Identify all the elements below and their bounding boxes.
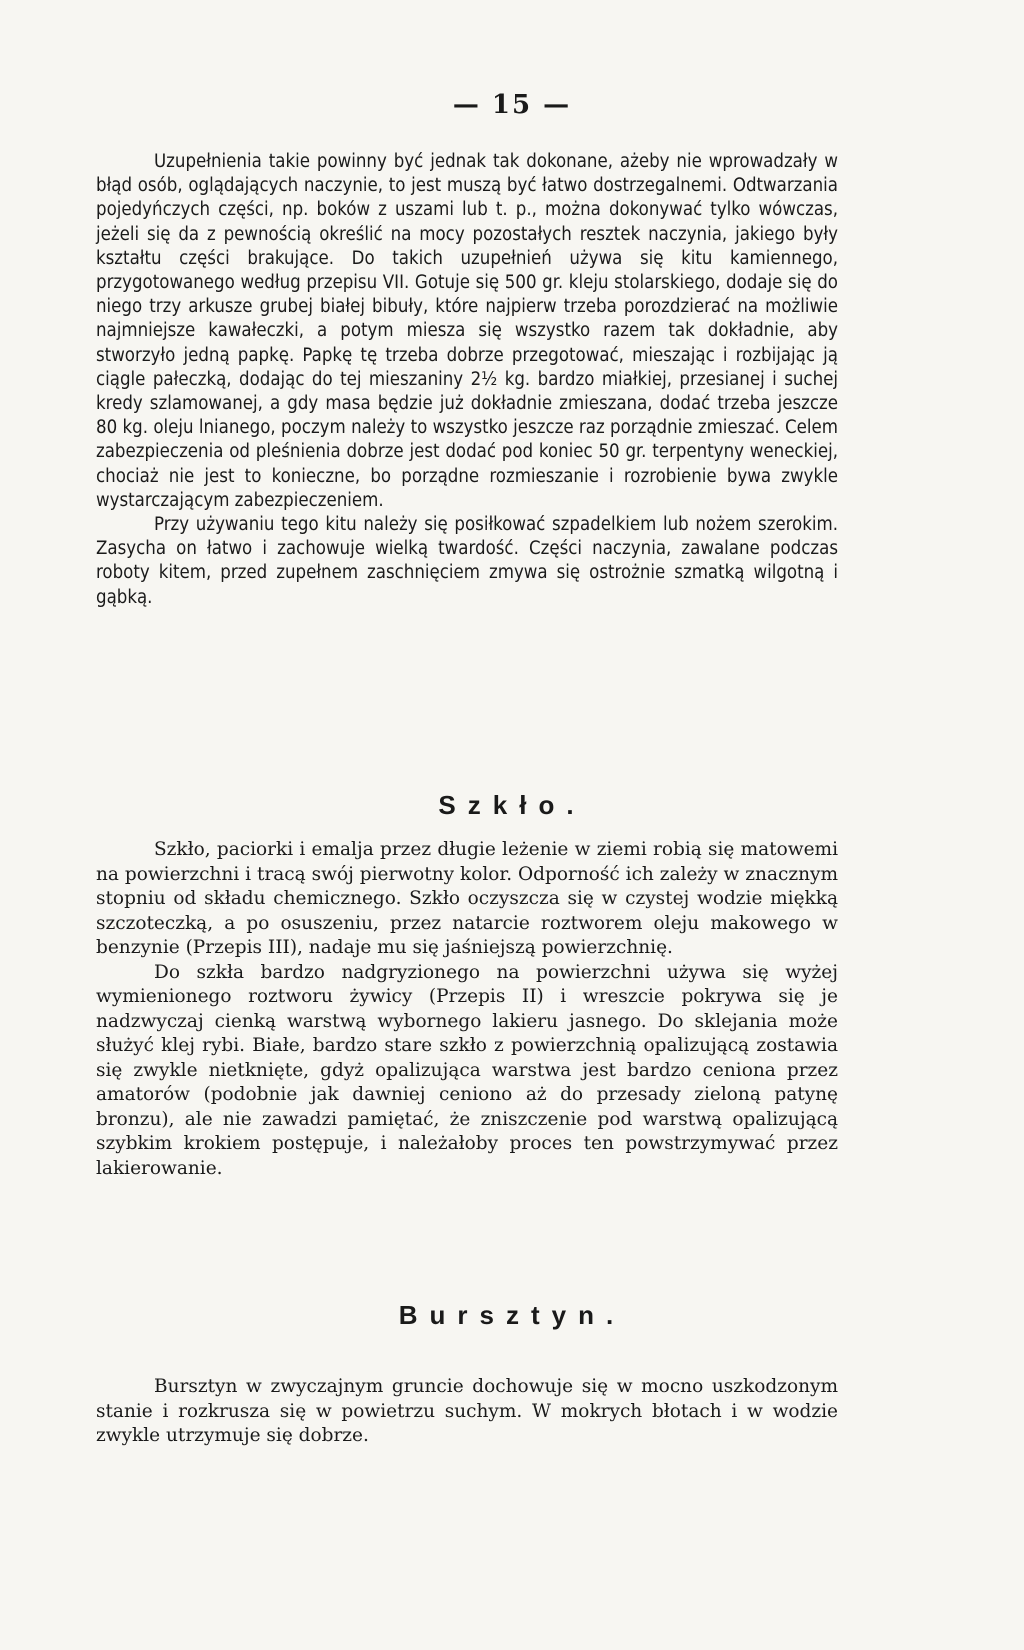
section-intro	[96, 150, 838, 610]
section-szklo	[96, 838, 838, 1181]
section-bursztyn	[96, 1375, 838, 1449]
section-heading-szklo: Szkło.	[438, 790, 586, 820]
page-number: — 15 —	[452, 90, 572, 120]
paragraph: Przy używaniu tego kitu należy się posiłkować szpadelkiem lub nożem szerokim. Zasycha on łatwo i zachowuje wielką twardość. Części naczynia, zawalane podczas roboty kitem, przed zupełnem zaschnięciem zmywa się ostrożnie szmatką wilgotną i gąbką.	[96, 514, 838, 608]
paragraph: Uzupełnienia takie powinny być jednak tak dokonane, ażeby nie wprowadzały w błąd osób, oglądających naczynie, to jest muszą być łatwo dostrzegalnemi. Odtwarzania pojedyńczych części, np. boków z uszami lub t. p., można dokonywać tylko wówczas, jeżeli się da z pewnością określić na mocy pozostałych resztek naczynia, jakiego były kształtu części brakujące. Do takich uzupełnień używa się kitu kamiennego, przygotowanego według przepisu VII. Gotuje się 500 gr. kleju stolarskiego, dodaje się do niego trzy arkusze grubej białej bibuły, które najpierw trzeba porozdzierać na możliwie najmniejsze kawałeczki, a potym miesza się wszystko razem tak dokładnie, aby stworzyło jedną papkę. Papkę tę trzeba dobrze przegotować, mieszając i rozbijając ją ciągle pałeczką, dodając do tej mieszaniny 2½ kg. bardzo miałkiej, przesianej i suchej kredy szlamowanej, a gdy masa będzie już dokładnie zmieszana, dodać trzeba jeszcze 80 kg. oleju lnianego, poczym należy to wszystko jeszcze raz porządnie zmieszać. Celem zabezpieczenia od pleśnienia dobrze jest dodać pod koniec 50 gr. terpentyny weneckiej, chociaż nie jest to konieczne, bo porządne rozmieszanie i rozrobienie bywa zwykle wystarczającym zabezpieczeniem.	[96, 151, 838, 511]
paragraph: Bursztyn w zwyczajnym gruncie dochowuje się w mocno uszkodzonym stanie i rozkrusza się w powietrzu suchym. W mokrych błotach i w wodzie zwykle utrzymuje się dobrze.	[96, 1376, 838, 1446]
paragraph: Do szkła bardzo nadgryzionego na powierzchni używa się wyżej wymienionego roztworu żywicy (Przepis II) i wreszcie pokrywa się je nadzwyczaj cienką warstwą wybornego lakieru jasnego. Do sklejania może służyć klej rybi. Białe, bardzo stare szkło z powierzchnią opalizującą zostawia się zwykle nietknięte, gdyż opalizująca warstwa jest bardzo ceniona przez amatorów (podobnie jak dawniej ceniono aż do przesady zieloną patynę bronzu), ale nie zawadzi pamiętać, że zniszczenie pod warstwą opalizującą szybkim krokiem postępuje, i należałoby proces ten powstrzymywać przez lakierowanie.	[96, 961, 838, 1179]
section-heading-bursztyn: Bursztyn.	[398, 1300, 626, 1330]
paragraph: Szkło, paciorki i emalja przez długie leżenie w ziemi robią się matowemi na powierzchni i tracą swój pierwotny kolor. Odporność ich zależy w znacznym stopniu od składu chemicznego. Szkło oczyszcza się w czystej wodzie miękką szczoteczką, a po osuszeniu, przez natarcie roztworem oleju makowego w benzynie (Przepis III), nadaje mu się jaśniejszą powierzchnię.	[96, 839, 838, 958]
